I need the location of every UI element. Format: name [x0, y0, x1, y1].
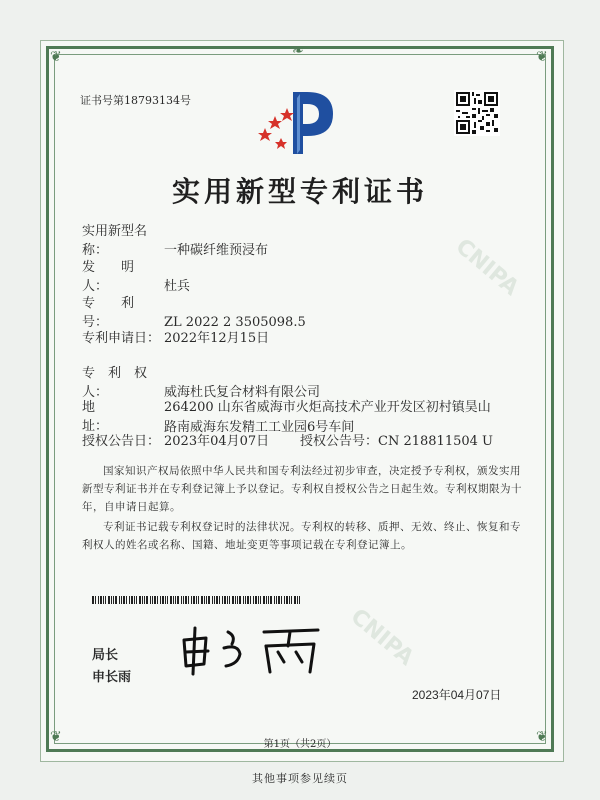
field-value: 杜兵 [164, 279, 191, 294]
field-inventor [82, 256, 190, 294]
certificate-number: 证书号第18793134号 [80, 94, 191, 107]
address-line-1: 264200 山东省威海市火炬高技术产业开发区初村镇昊山 [164, 400, 491, 415]
director-title: 局长 [92, 648, 119, 663]
director-name: 申长雨 [92, 670, 132, 685]
field-utility-model-name [82, 220, 268, 258]
footer-note: 其他事项参见续页 [252, 772, 348, 785]
field-publication-number [300, 430, 493, 449]
field-label: 专利申请日： [82, 331, 161, 346]
director-signature [178, 624, 328, 676]
field-label: 授权公告号： [300, 434, 379, 449]
corner-ornament-icon: ❦ [50, 49, 62, 65]
corner-ornament-icon: ❦ [536, 729, 548, 745]
field-value: 2023年04月07日 [164, 434, 270, 449]
field-label: 专 利 权 人： [82, 366, 161, 400]
statement-paragraph-2: 专利证书记载专利权登记时的法律状况。专利权的转移、质押、无效、终止、恢复和专利权人的姓名或名称、国籍、地址变更等事项记载在专利登记簿上。 [82, 521, 521, 551]
address-line-2: 路南威海东发精工工业园6号车间 [164, 420, 355, 435]
field-value: 威海杜氏复合材料有限公司 [164, 385, 321, 400]
certificate-title: 实用新型专利证书 [171, 175, 428, 208]
top-ornament-icon: ❧ [292, 43, 304, 59]
corner-ornament-icon: ❦ [536, 49, 548, 65]
field-value: ZL 2022 2 3505098.5 [164, 315, 306, 330]
watermark: CNIPA [345, 604, 419, 671]
page-indicator: 第1页（共2页） [263, 739, 337, 750]
field-label: 发 明 人： [82, 260, 148, 294]
sign-date: 2023年04月07日 [412, 688, 502, 702]
field-value: 2022年12月15日 [164, 331, 270, 346]
barcode-icon [92, 596, 302, 604]
statement-paragraph-1: 国家知识产权局依照中华人民共和国专利法经过初步审查，决定授予专利权，颁发实用新型专利证书并在专利登记簿上予以登记。专利权自授权公告之日起生效。专利权期限为十年，自申请日起算。 [82, 465, 522, 513]
field-label: 地 址： [82, 400, 148, 434]
cnipa-logo-icon [253, 84, 349, 160]
field-value: 一种碳纤维预浸布 [164, 243, 269, 258]
field-label: 实用新型名称： [82, 224, 148, 258]
qr-code-icon [454, 90, 500, 136]
field-application-date [82, 327, 269, 346]
field-value: CN 218811504 U [378, 434, 493, 449]
watermark: CNIPA [450, 234, 524, 301]
field-label: 授权公告日： [82, 434, 161, 449]
field-publication-date [82, 430, 269, 449]
field-patentee [82, 362, 320, 400]
field-patent-number [82, 292, 306, 330]
corner-ornament-icon: ❦ [50, 729, 62, 745]
field-label: 专 利 号： [82, 296, 148, 330]
